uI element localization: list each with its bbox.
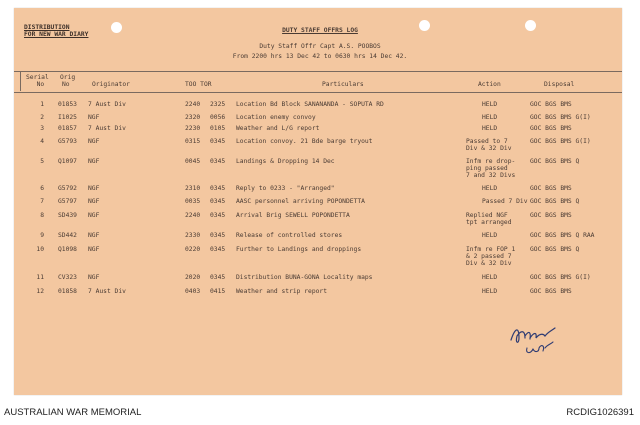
action [466, 125, 497, 132]
header-rule-top [14, 71, 622, 72]
originator: NGF [88, 212, 100, 219]
particulars: Weather and L/G report [236, 125, 320, 132]
originator: NGF [88, 185, 100, 192]
serial-no: 11 [36, 274, 44, 281]
orig-no: 01853 [58, 101, 77, 108]
action-line: HELD [482, 185, 498, 192]
action-line: Infm re drop- [466, 158, 516, 165]
distribution-heading: DISTRIBUTION FOR NEW WAR DIARY [24, 24, 89, 38]
action [466, 158, 515, 179]
originator: NGF [88, 114, 100, 121]
col-disposal: Disposal [544, 81, 575, 88]
time-of-receipt: 0345 [210, 158, 226, 165]
serial-no: 5 [40, 158, 44, 165]
time-of-receipt: 0415 [210, 288, 226, 295]
time-of-origin: 0035 [185, 198, 201, 205]
particulars: Release of controlled stores [236, 232, 343, 239]
disposal: GOC BGS BMS [530, 101, 572, 108]
originator: 7 Aust Div [88, 288, 126, 295]
orig-no: Q1097 [58, 158, 77, 165]
orig-no: 01857 [58, 125, 77, 132]
action [466, 246, 515, 267]
action-line: HELD [482, 114, 498, 121]
orig-no: Q1098 [58, 246, 77, 253]
time-of-origin: 2330 [185, 232, 201, 239]
action-line: Div & 32 Div [466, 260, 512, 267]
time-of-origin: 0220 [185, 246, 201, 253]
table-row [0, 212, 640, 224]
serial-no: 1 [40, 101, 44, 108]
time-of-origin: 2230 [185, 125, 201, 132]
time-of-origin: 2310 [185, 185, 201, 192]
disposal: GOC BGS BMS G(I) [530, 114, 591, 121]
serial-no: 3 [40, 125, 44, 132]
originator: NGF [88, 232, 100, 239]
serial-no: 9 [40, 232, 44, 239]
disposal: GOC BGS BMS [530, 212, 572, 219]
orig-no: I1025 [58, 114, 77, 121]
originator: 7 Aust Div [88, 125, 126, 132]
orig-no: SD442 [58, 232, 77, 239]
table-row [0, 185, 640, 197]
time-of-origin: 0403 [185, 288, 201, 295]
originator: NGF [88, 274, 100, 281]
particulars: AASC personnel arriving POPONDETTA [236, 198, 365, 205]
disposal: GOC BGS BMS Q [530, 246, 580, 253]
particulars: Location convoy. 21 Bde barge tryout [236, 138, 373, 145]
time-of-origin: 2240 [185, 101, 201, 108]
disposal: GOC BGS BMS Q RAA [530, 232, 595, 239]
action [466, 101, 497, 108]
serial-no: 12 [36, 288, 44, 295]
time-of-origin: 0315 [185, 138, 201, 145]
serial-no: 10 [36, 246, 44, 253]
particulars: Arrival Brig SEWELL POPONDETTA [236, 212, 350, 219]
originator: 7 Aust Div [88, 101, 126, 108]
disposal: GOC BGS BMS [530, 125, 572, 132]
particulars: Distribution BUNA-GONA Locality maps [236, 274, 373, 281]
orig-no: G5792 [58, 185, 77, 192]
action-line: HELD [482, 125, 498, 132]
action-line: tpt arranged [466, 219, 512, 226]
particulars: Further to Landings and droppings [236, 246, 362, 253]
duty-officer-line: Duty Staff Offr Capt A.S. POOBOS [259, 43, 381, 50]
disposal: GOC BGS BMS [530, 185, 572, 192]
originator: NGF [88, 198, 100, 205]
time-of-origin: 2320 [185, 114, 201, 121]
time-of-origin: 2240 [185, 212, 201, 219]
time-of-origin: 0045 [185, 158, 201, 165]
col-action: Action [478, 81, 501, 88]
time-of-receipt: 0105 [210, 125, 226, 132]
time-of-receipt: 0345 [210, 198, 226, 205]
action [466, 114, 497, 121]
action-line: 7 and 32 Divs [466, 172, 516, 179]
action [466, 212, 512, 226]
col-serial: Serial No [26, 74, 49, 88]
action-line: HELD [482, 101, 498, 108]
column-rule [20, 71, 21, 91]
footer-reference-id: RCDIG1026391 [566, 407, 634, 418]
table-row [0, 125, 640, 137]
time-of-receipt: 2325 [210, 101, 226, 108]
serial-no: 2 [40, 114, 44, 121]
table-row [0, 288, 640, 300]
action-line: Passed 7 Div [482, 198, 528, 205]
table-row [0, 246, 640, 267]
orig-no: G5793 [58, 138, 77, 145]
serial-no: 8 [40, 212, 44, 219]
orig-no: CV323 [58, 274, 77, 281]
originator: NGF [88, 158, 100, 165]
time-of-receipt: 0345 [210, 138, 226, 145]
col-originator: Originator [92, 81, 130, 88]
signature-image [505, 318, 565, 358]
action-line: Replied NGF [466, 212, 508, 219]
action-line: ping passed [466, 165, 508, 172]
action [466, 274, 497, 281]
particulars: Reply to 0233 - "Arranged" [236, 185, 335, 192]
table-row [0, 274, 640, 286]
action-line: Div & 32 Div [466, 145, 512, 152]
disposal: GOC BGS BMS G(I) [530, 138, 591, 145]
time-of-receipt: 0345 [210, 232, 226, 239]
table-row [0, 101, 640, 113]
table-row [0, 232, 640, 244]
orig-no: G5797 [58, 198, 77, 205]
action-line: HELD [482, 288, 498, 295]
time-of-origin: 2020 [185, 274, 201, 281]
originator: NGF [88, 246, 100, 253]
action [466, 185, 497, 192]
particulars: Location Bd Block SANANANDA - SOPUTA RD [236, 101, 384, 108]
disposal: GOC BGS BMS Q [530, 158, 580, 165]
header-rule-bottom [14, 92, 622, 93]
footer-archive-name: AUSTRALIAN WAR MEMORIAL [4, 407, 142, 418]
table-row [0, 158, 640, 179]
serial-no: 7 [40, 198, 44, 205]
col-orig: Orig No [60, 74, 76, 88]
disposal: GOC BGS BMS G(I) [530, 274, 591, 281]
action [466, 232, 497, 239]
orig-no: SD439 [58, 212, 77, 219]
time-of-receipt: 0345 [210, 246, 226, 253]
time-of-receipt: 0345 [210, 185, 226, 192]
col-particulars: Particulars [322, 81, 364, 88]
action-line: Passed to 7 [466, 138, 508, 145]
action [466, 288, 497, 295]
particulars: Location enemy convoy [236, 114, 316, 121]
action-line: Infm re FOP 1 [466, 246, 516, 253]
originator: NGF [88, 138, 100, 145]
action-line: HELD [482, 232, 498, 239]
table-row [0, 198, 640, 210]
serial-no: 4 [40, 138, 44, 145]
action-line: & 2 passed 7 [466, 253, 512, 260]
action-line: HELD [482, 274, 498, 281]
time-of-receipt: 0345 [210, 274, 226, 281]
time-of-receipt: 0056 [210, 114, 226, 121]
particulars: Weather and strip report [236, 288, 327, 295]
action [466, 138, 512, 152]
table-row [0, 138, 640, 150]
orig-no: 01858 [58, 288, 77, 295]
disposal: GOC BGS BMS Q [530, 198, 580, 205]
time-of-receipt: 0345 [210, 212, 226, 219]
log-title: DUTY STAFF OFFRS LOG [282, 27, 358, 34]
period-line: From 2200 hrs 13 Dec 42 to 0630 hrs 14 Dec 42. [232, 53, 408, 60]
disposal: GOC BGS BMS [530, 288, 572, 295]
particulars: Landings & Dropping 14 Dec [236, 158, 335, 165]
serial-no: 6 [40, 185, 44, 192]
action [466, 198, 528, 205]
col-too-tor: TOO TOR [185, 81, 212, 88]
